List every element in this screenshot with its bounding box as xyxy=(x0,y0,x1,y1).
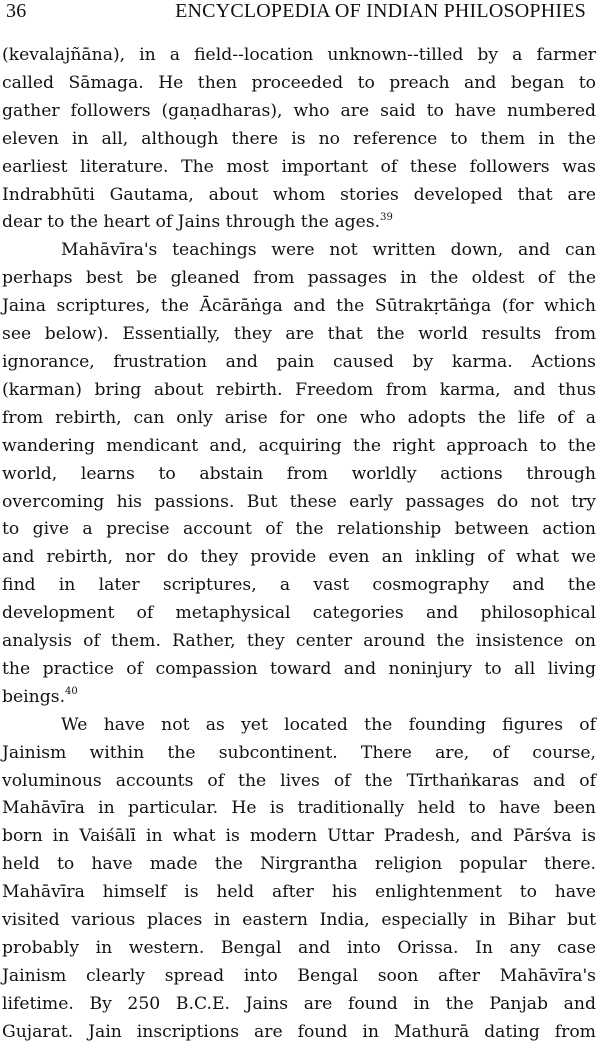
text-line xyxy=(2,684,598,712)
line-text: analysis of them. Rather, they center around the insistence on xyxy=(2,631,596,652)
line-text: see below). Essentially, they are that the world results from xyxy=(2,324,596,345)
line-text: visited various places in eastern India, especially in Bihar but xyxy=(2,910,596,931)
line-text: Mahāvīra himself is held after his enlightenment to have xyxy=(2,882,596,903)
text-line xyxy=(2,433,598,461)
line-text: voluminous accounts of the lives of the Tīrthaṅkaras and of xyxy=(2,770,596,791)
line-text: from rebirth, can only arise for one who adopts the life of a xyxy=(2,407,596,428)
line-text: overcoming his passions. But these early passages do not try xyxy=(2,491,596,512)
line-text: wandering mendicant and, acquiring the right approach to the xyxy=(2,435,596,456)
text-line xyxy=(2,572,598,600)
line-text: Jainism within the subcontinent. There are, of course, xyxy=(2,742,596,763)
text-line xyxy=(2,126,598,154)
text-line xyxy=(2,377,598,405)
text-line xyxy=(2,628,598,656)
line-text: Jaina scriptures, the Ācārāṅga and the Sūtrakṛtāṅga (for which xyxy=(2,296,596,317)
text-line xyxy=(2,963,598,991)
text-line xyxy=(2,209,598,237)
line-text: Indrabhūti Gautama, about whom stories developed that are xyxy=(2,184,596,205)
text-line xyxy=(2,321,598,349)
text-line xyxy=(2,851,598,879)
text-line xyxy=(2,182,598,210)
text-line xyxy=(2,907,598,935)
running-head-title: ENCYCLOPEDIA OF INDIAN PHILOSOPHIES xyxy=(175,0,586,22)
text-line xyxy=(2,935,598,963)
text-line xyxy=(2,712,598,740)
line-text: (karman) bring about rebirth. Freedom from karma, and thus xyxy=(2,379,596,400)
line-text: the practice of compassion toward and noninjury to all living xyxy=(2,658,596,679)
text-line xyxy=(2,991,598,1019)
running-head xyxy=(2,0,598,34)
text-line xyxy=(2,768,598,796)
text-line xyxy=(2,98,598,126)
text-line xyxy=(2,879,598,907)
text-line xyxy=(2,656,598,684)
line-text: Mahāvīra's teachings were not written down, and can xyxy=(61,240,596,261)
line-text: Gujarat. Jain inscriptions are found in Mathurā dating from xyxy=(2,1021,596,1042)
text-line xyxy=(2,823,598,851)
line-text: find in later scriptures, a vast cosmography and the xyxy=(2,575,596,596)
text-line xyxy=(2,600,598,628)
line-text: Mahāvīra in particular. He is traditionally held to have been xyxy=(2,798,596,819)
text-line xyxy=(2,154,598,182)
line-text: called Sāmaga. He then proceeded to preach and began to xyxy=(2,72,596,93)
footnote-marker: 39 xyxy=(380,211,393,223)
text-line xyxy=(2,405,598,433)
line-text: lifetime. By 250 B.C.E. Jains are found in the Panjab and xyxy=(2,993,596,1014)
body-text xyxy=(2,42,598,1047)
text-line xyxy=(2,1019,598,1047)
line-text: Jainism clearly spread into Bengal soon after Mahāvīra's xyxy=(2,965,596,986)
line-text: We have not as yet located the founding figures of xyxy=(61,714,596,735)
text-line xyxy=(2,237,598,265)
text-line xyxy=(2,544,598,572)
page-number: 36 xyxy=(6,0,27,22)
line-text: eleven in all, although there is no reference to them in the xyxy=(2,128,596,149)
footnote-marker: 40 xyxy=(65,686,78,698)
text-line xyxy=(2,293,598,321)
text-line xyxy=(2,489,598,517)
line-text: (kevalajñāna), in a field--location unknown--tilled by a farmer xyxy=(2,45,596,65)
line-text: and rebirth, nor do they provide even an inkling of what we xyxy=(2,547,596,568)
line-text: perhaps best be gleaned from passages in the oldest of the xyxy=(2,268,596,289)
line-text: earliest literature. The most important of these followers was xyxy=(2,156,596,177)
text-line xyxy=(2,516,598,544)
line-text: beings. xyxy=(2,686,66,707)
text-line xyxy=(2,349,598,377)
line-text: development of metaphysical categories and philosophical xyxy=(2,603,596,624)
line-text: probably in western. Bengal and into Orissa. In any case xyxy=(2,938,596,958)
line-text: world, learns to abstain from worldly actions through xyxy=(2,463,596,484)
text-line xyxy=(2,740,598,768)
line-text: born in Vaiśālī in what is modern Uttar Pradesh, and Pārśva is xyxy=(2,826,596,847)
line-text: ignorance, frustration and pain caused by karma. Actions xyxy=(2,351,596,372)
text-line xyxy=(2,795,598,823)
text-line xyxy=(2,70,598,98)
line-text: gather followers (gaṇadharas), who are said to have numbered xyxy=(2,100,596,121)
line-text: to give a precise account of the relationship between action xyxy=(2,519,596,540)
text-line xyxy=(2,265,598,293)
text-line xyxy=(2,42,598,70)
text-line xyxy=(2,461,598,489)
line-text: dear to the heart of Jains through the ages. xyxy=(2,212,381,233)
line-text: held to have made the Nirgrantha religion popular there. xyxy=(2,854,596,875)
